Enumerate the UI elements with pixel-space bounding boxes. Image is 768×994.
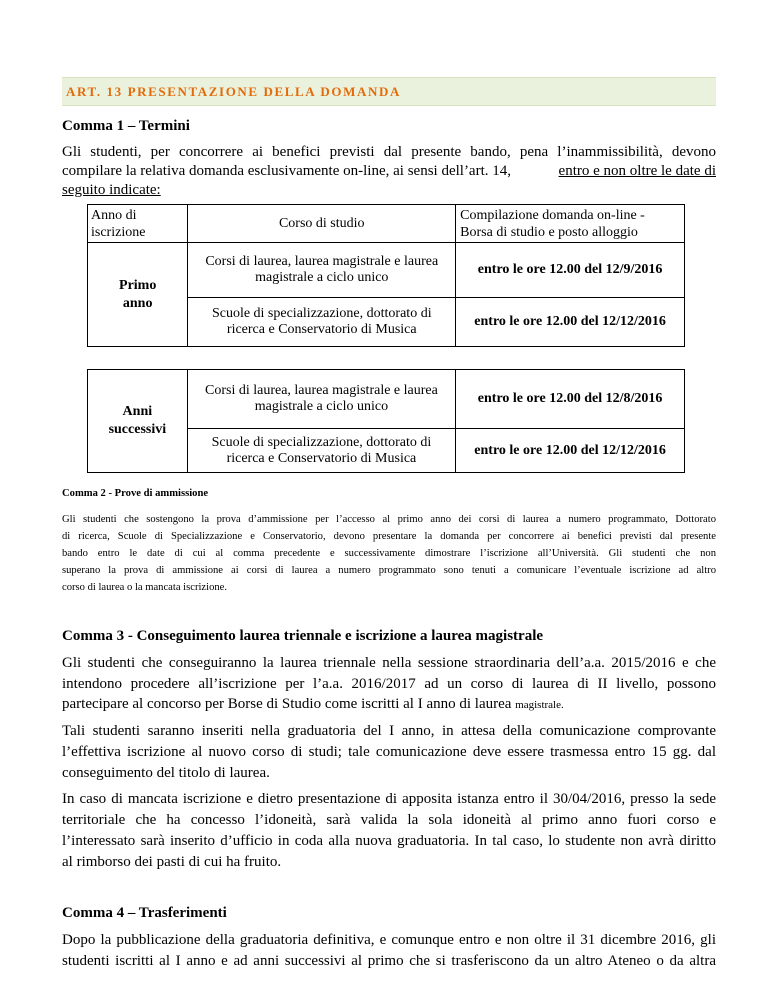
header-year-line1 [91, 207, 169, 224]
comma1-line1: Gli studenti, per concorrere ai benefici previsti dal presente bando, pena l’inammissibilità, devono [62, 144, 716, 160]
course-line1: Scuole di specializzazione, dottorato di [211, 306, 432, 321]
course-cell [188, 243, 456, 298]
article-title: ART. 13 PRESENTAZIONE DELLA DOMANDA [66, 84, 401, 99]
comma3-p1-line1: Gli studenti che conseguiranno la laurea triennale nella sessione straordinaria dell’a.a. 2015/2016 e che [62, 655, 716, 671]
comma1-title: Comma 1 – Termini [62, 118, 190, 134]
header-year-text: Anno di [91, 207, 137, 223]
course-line2: magistrale a ciclo unico [254, 399, 389, 414]
course-cell [188, 298, 456, 347]
course-line1: Scuole di specializzazione, dottorato di [211, 434, 432, 450]
comma2-line3: bando entro le date di cui al comma precedente e successivamente dimostrare l’iscrizione all’Università. Gli studenti che non [62, 548, 716, 559]
header-course-cell [188, 205, 456, 243]
comma2-line4: superano la prova di ammissione ai corsi di laurea a numero programmato sono tenuti a comunicare l’eventuale iscrizione ad altro [62, 565, 716, 576]
course-cell [187, 429, 455, 473]
table-row [88, 243, 685, 298]
deadline-table-following-years [87, 369, 685, 473]
group-cell-first-year [88, 243, 188, 347]
comma2-line5: corso di laurea o la mancata iscrizione. [62, 582, 228, 593]
group-label-line2: anno [122, 295, 153, 311]
header-compilation-line1: Compilazione domanda on-line - [460, 207, 645, 223]
comma1-line2 [62, 162, 716, 181]
comma2-title: Comma 2 - Prove di ammissione [62, 488, 209, 499]
comma3-p3-line1: In caso di mancata iscrizione e dietro presentazione di apposita istanza entro il 30/04/2016, presso la sede [62, 791, 716, 807]
comma3-p2-line2: l’effettiva iscrizione al nuovo corso di studi; tale comunicazione deve essere trasmessa entro 15 gg. dal [62, 744, 716, 760]
comma3-p2-line3: conseguimento del titolo di laurea. [62, 765, 270, 781]
comma3-p3-line4: al rimborso dei pasti di cui ha fruito. [62, 854, 282, 870]
header-course-text: Corso di studio [278, 215, 365, 231]
comma2-line1: Gli studenti che sostengono la prova d’ammissione per l’accesso al primo anno dei corsi di laurea a numero programmato, Dottorato [62, 514, 716, 525]
comma3-p1-line2: intendono procedere all’iscrizione per l’a.a. 2016/2017 ad un corso di laurea di II livello, possono [62, 676, 716, 692]
deadline-table-first-year [87, 204, 685, 347]
course-line1: Corsi di laurea, laurea magistrale e laurea [205, 383, 438, 398]
table-header-row [88, 205, 685, 243]
course-line2: magistrale a ciclo unico [255, 270, 389, 285]
comma1-deadline-underlined: entro e non oltre le date di [558, 163, 716, 179]
group-label-line1: Anni [122, 404, 153, 419]
article-heading [62, 77, 716, 106]
group-label-line2: successivi [108, 422, 167, 437]
header-year-cell [88, 205, 188, 243]
group-label-line1: Primo [119, 277, 157, 293]
header-compilation-line2: Borsa di studio e posto alloggio [460, 224, 638, 240]
header-year-line2: iscrizione [91, 224, 146, 240]
comma1-line2-text: compilare la relativa domanda esclusivamente on-line, ai sensi dell’art. 14, [62, 163, 512, 179]
group-cell-following-years [88, 370, 188, 473]
deadline-cell: entro le ore 12.00 del 12/9/2016 [456, 243, 685, 298]
comma3-p1-line3 [62, 695, 564, 715]
comma1-line3: seguito indicate: [62, 182, 161, 198]
deadline-cell: entro le ore 12.00 del 12/8/2016 [456, 370, 685, 429]
comma4-title: Comma 4 – Trasferimenti [62, 905, 227, 921]
deadline-cell: entro le ore 12.00 del 12/12/2016 [456, 298, 685, 347]
table-row [88, 370, 685, 429]
course-line2: ricerca e Conservatorio di Musica [226, 322, 417, 337]
deadline-cell: entro le ore 12.00 del 12/12/2016 [456, 429, 685, 473]
course-line2: ricerca e Conservatorio di Musica [226, 450, 417, 466]
header-compilation-cell [456, 205, 685, 243]
course-line1: Corsi di laurea, laurea magistrale e laurea [205, 254, 439, 269]
comma3-p2-line1: Tali studenti saranno inseriti nella graduatoria del I anno, in attesa della comunicazione comprovante [62, 723, 716, 739]
comma4-line2: studenti iscritti al I anno e ad anni successivi al primo che si trasferiscono da un altro Ateneo o da altra [62, 953, 716, 969]
comma3-p3-line2: territoriale che ha concesso l’idoneità, sarà valida la sola idoneità al primo anno fuori corso e [62, 812, 716, 828]
course-cell [187, 370, 455, 429]
comma4-line1: Dopo la pubblicazione della graduatoria definitiva, e comunque entro e non oltre il 31 dicembre 2016, gli [62, 932, 716, 948]
comma3-p1-line3-text: partecipare al concorso per Borse di Studio come iscritti al I anno di laurea [62, 696, 512, 712]
comma3-title: Comma 3 - Conseguimento laurea triennale e iscrizione a laurea magistrale [62, 628, 544, 644]
comma2-line2: di ricerca, Scuole di Specializzazione e Conservatorio, devono presentare la domanda per concorrere ai benefici previsti dal presente [62, 531, 716, 542]
comma3-p1-line3-small: magistrale. [515, 699, 564, 711]
comma3-p3-line3: l’interessato sarà inserito d’ufficio in coda alla nuova graduatoria. In tal caso, lo studente non avrà diritto [62, 833, 716, 849]
